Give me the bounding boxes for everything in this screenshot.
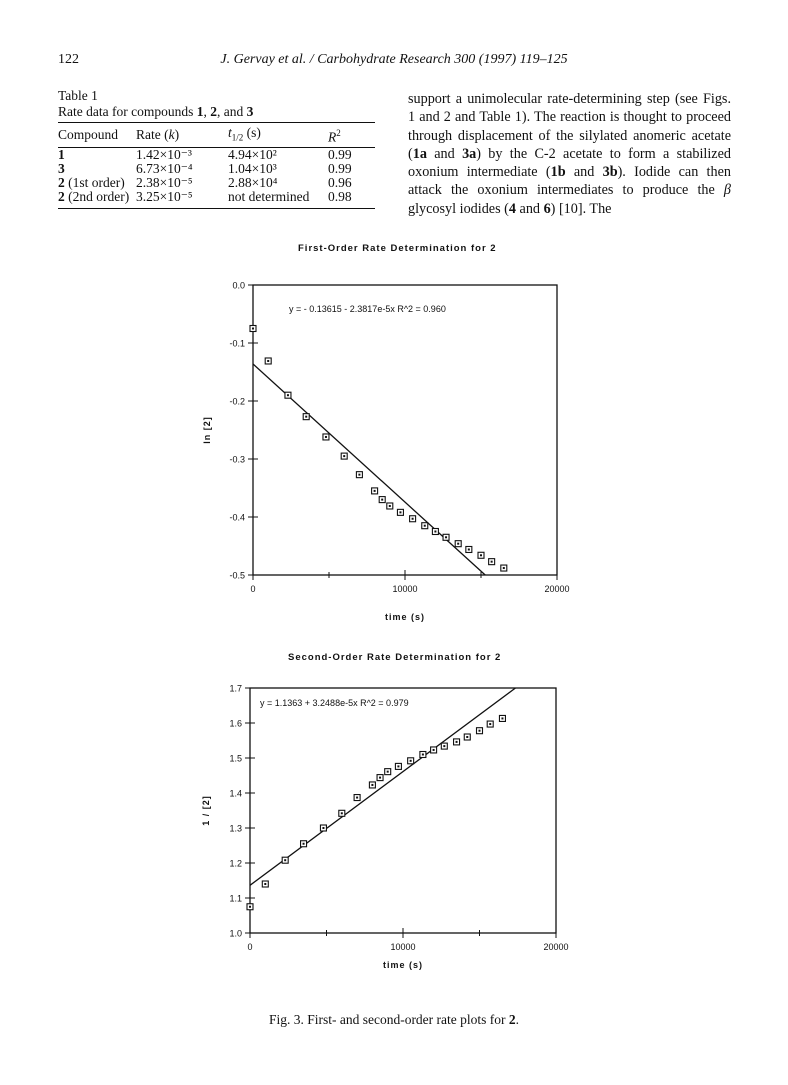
- data-point-center: [322, 827, 324, 829]
- data-point-center: [410, 760, 412, 762]
- x-axis-label: time (s): [384, 612, 426, 622]
- data-point-center: [264, 883, 266, 885]
- y-tick-label: -0.1: [229, 338, 245, 349]
- y-tick-label: 1.1: [229, 893, 242, 904]
- cell-compound: 2 (1st order): [58, 174, 125, 190]
- data-point-center: [379, 777, 381, 779]
- cell-half-life: 1.04×10³: [228, 160, 277, 176]
- y-tick-label: -0.5: [229, 570, 245, 581]
- plot-frame: [250, 688, 556, 933]
- column-header-rate: Rate (k): [136, 123, 228, 148]
- figure-caption: [0, 1012, 788, 1028]
- data-point-center: [371, 784, 373, 786]
- running-head: J. Gervay et al. / Carbohydrate Research 300 (1997) 119–125: [220, 52, 568, 67]
- cell-rate: 6.73×10⁻⁴: [136, 160, 193, 176]
- table-label: Table 1: [58, 88, 98, 103]
- regression-line: [250, 688, 515, 885]
- cell-rate: 3.25×10⁻⁵: [136, 190, 228, 209]
- column-header-half-life: $t_{1/2}$ (s): [228, 123, 328, 148]
- x-tick-label: 20000: [543, 942, 569, 952]
- y-tick-label: -0.2: [229, 396, 245, 407]
- y-tick-label: 1.6: [229, 718, 242, 729]
- chart-title-first-order: First-Order Rate Determination for 2: [298, 243, 497, 254]
- data-point-center: [387, 771, 389, 773]
- data-point-center: [466, 736, 468, 738]
- data-point-center: [456, 741, 458, 743]
- y-tick-label: -0.4: [229, 512, 245, 523]
- cell-r2: 0.98: [328, 190, 375, 209]
- cell-half-life: not determined: [228, 190, 328, 209]
- cell-r2: 0.96: [328, 174, 352, 190]
- cell-rate: 2.38×10⁻⁵: [136, 174, 193, 190]
- y-axis-label: 1 / [2]: [201, 795, 211, 826]
- y-tick-label: 1.4: [229, 788, 242, 799]
- cell-r2: 0.99: [328, 160, 352, 176]
- y-tick-label: 1.3: [229, 823, 242, 834]
- data-point-center: [284, 859, 286, 861]
- cell-compound: 2 (2nd order): [58, 190, 136, 209]
- data-point-center: [249, 906, 251, 908]
- column-header-compound: Compound: [58, 123, 136, 148]
- column-header-r2: $R^2$: [328, 123, 375, 148]
- figure-caption-text: Fig. 3. First- and second-order rate plots for 2.: [268, 1012, 520, 1027]
- body-paragraph: support a unimolecular rate-determining step (see Figs. 1 and 2 and Table 1). The reaction is thought to proceed through displacement of the silylated anomeric acetate (1a and 3a) by the C-2 acetate to form a stabilized oxonium intermediate (1b and 3b). Iodide can then attack the oxonium intermediates to produce the β glycosyl iodides (4 and 6) [10]. The: [408, 91, 731, 217]
- y-tick-label: 1.7: [229, 683, 242, 694]
- y-tick-label: 1.2: [229, 858, 242, 869]
- x-tick-label: 0: [247, 942, 253, 952]
- data-point-center: [397, 765, 399, 767]
- x-tick-label: 10000: [390, 942, 416, 952]
- data-point-center: [341, 812, 343, 814]
- x-tick-label: 0: [250, 584, 256, 594]
- data-point-center: [433, 749, 435, 751]
- cell-compound: 3: [58, 160, 65, 176]
- data-point-center: [479, 730, 481, 732]
- cell-half-life: 2.88×10⁴: [228, 174, 278, 190]
- data-point-center: [303, 843, 305, 845]
- chart-title-second-order: Second-Order Rate Determination for 2: [288, 652, 502, 663]
- x-tick-label: 20000: [544, 584, 570, 594]
- cell-rate: 1.42×10⁻³: [136, 146, 192, 162]
- y-tick-label: -0.3: [229, 454, 245, 465]
- regression-equation: y = 1.1363 + 3.2488e-5x R^2 = 0.979: [260, 698, 409, 708]
- y-tick-label: 1.5: [229, 753, 242, 764]
- cell-compound: 1: [58, 146, 65, 162]
- table-title: Rate data for compounds 1, 2, and 3: [58, 104, 254, 119]
- regression-equation: y = - 0.13615 - 2.3817e-5x R^2 = 0.960: [289, 304, 446, 314]
- data-point-center: [489, 723, 491, 725]
- data-point-center: [422, 754, 424, 756]
- x-tick-label: 10000: [392, 584, 418, 594]
- y-axis-label: ln [2]: [202, 416, 212, 444]
- data-point-center: [356, 797, 358, 799]
- x-axis-label: time (s): [382, 960, 424, 970]
- data-point-center: [501, 717, 503, 719]
- cell-half-life: 4.94×10²: [228, 146, 277, 162]
- data-point-center: [443, 745, 445, 747]
- y-tick-label: 1.0: [229, 928, 242, 939]
- cell-r2: 0.99: [328, 146, 352, 162]
- y-tick-label: 0.0: [232, 280, 245, 291]
- page-number: 122: [58, 52, 79, 67]
